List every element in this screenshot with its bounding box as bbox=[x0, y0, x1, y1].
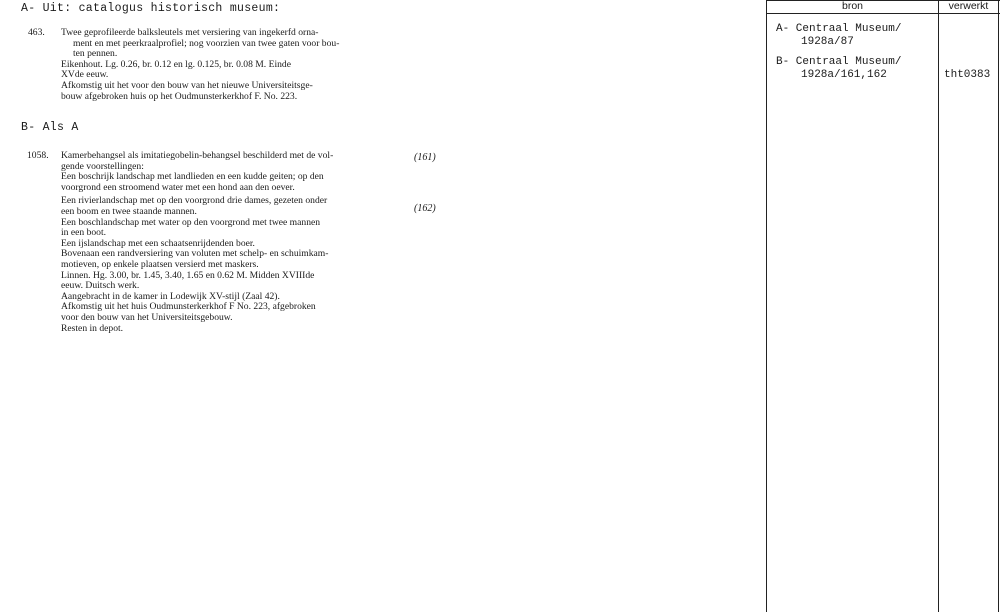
source-b bbox=[776, 56, 901, 81]
margin-note: (161) bbox=[414, 152, 436, 163]
entry-line: Een rivierlandschap met op den voorgrond drie dames, gezeten onder bbox=[61, 195, 328, 207]
entry-line: een boom en twee staande mannen. bbox=[61, 205, 197, 217]
source-line: 1928a/161,162 bbox=[801, 68, 887, 81]
entry-text bbox=[61, 28, 339, 102]
verwerkt-code: tht0383 bbox=[944, 69, 991, 81]
entry-line: voor den bouw van het Universiteitsgebouw. bbox=[61, 311, 233, 323]
entry-text bbox=[61, 151, 333, 334]
entry-line: Twee geprofileerde balksleutels met versiering van ingekerfd orna- bbox=[61, 27, 319, 38]
entry-line: bouw afgebroken huis op het Oudmunsterkerkhof F. No. 223. bbox=[61, 90, 298, 102]
entry-line: Kamerbehangsel als imitatiegobelin-behangsel beschilderd met de vol- bbox=[61, 150, 334, 161]
source-a bbox=[776, 23, 901, 48]
entry-number: 463. bbox=[28, 27, 45, 38]
column-header-verwerkt: verwerkt bbox=[948, 0, 989, 12]
column-header-bron: bron bbox=[841, 0, 863, 12]
entry-line: Aangebracht in de kamer in Lodewijk XV-stijl (Zaal 42). bbox=[61, 290, 280, 302]
entry-line: Afkomstig uit het voor den bouw van het nieuwe Universiteitsge- bbox=[61, 79, 313, 91]
entry-line: Bovenaan een randversiering van voluten met schelp- en schuimkam- bbox=[61, 248, 329, 260]
table-border-right bbox=[998, 0, 999, 612]
entry-line: XVde eeuw. bbox=[61, 69, 109, 81]
entry-line: ten pennen. bbox=[73, 48, 118, 60]
table-border-left bbox=[766, 0, 767, 612]
table-column-divider bbox=[938, 0, 939, 612]
catalog-entry-463 bbox=[28, 28, 408, 113]
entry-line: Afkomstig uit het huis Oudmunsterkerkhof F No. 223, afgebroken bbox=[61, 301, 316, 313]
entry-line: motieven, op enkele plaatsen versierd met maskers. bbox=[61, 258, 259, 270]
entry-line: Een boschrijk landschap met landlieden en een kudde geiten; op den bbox=[61, 171, 324, 183]
entry-line: voorgrond een stroomend water met een hond aan den oever. bbox=[61, 181, 295, 193]
margin-note: (162) bbox=[414, 203, 436, 214]
entry-line: Eikenhout. Lg. 0.26, br. 0.12 en lg. 0.125, br. 0.08 M. Einde bbox=[61, 58, 291, 70]
entry-number: 1058. bbox=[27, 150, 49, 161]
section-b-heading: B- Als A bbox=[21, 121, 79, 134]
section-a-heading: A- Uit: catalogus historisch museum: bbox=[21, 2, 281, 15]
table-header-divider bbox=[766, 13, 1000, 14]
entry-line: ment en met peerkraalprofiel; nog voorzien van twee gaten voor bou- bbox=[73, 37, 340, 49]
entry-line: gende voorstellingen: bbox=[61, 160, 144, 172]
source-line: A- Centraal Museum/ bbox=[776, 23, 902, 35]
entry-line: Een boschlandschap met water op den voorgrond met twee mannen bbox=[61, 216, 321, 228]
entry-line: Een ijslandschap met een schaatsenrijdenden boer. bbox=[61, 237, 255, 249]
entry-line: in een boot. bbox=[61, 227, 107, 239]
catalog-entry-1058 bbox=[27, 151, 407, 361]
source-line: B- Centraal Museum/ bbox=[776, 56, 902, 68]
source-line: 1928a/87 bbox=[801, 35, 854, 48]
entry-line: Resten in depot. bbox=[61, 322, 124, 334]
entry-line: Linnen. Hg. 3.00, br. 1.45, 3.40, 1.65 en 0.62 M. Midden XVIIIde bbox=[61, 269, 315, 281]
entry-line: eeuw. Duitsch werk. bbox=[61, 280, 140, 292]
